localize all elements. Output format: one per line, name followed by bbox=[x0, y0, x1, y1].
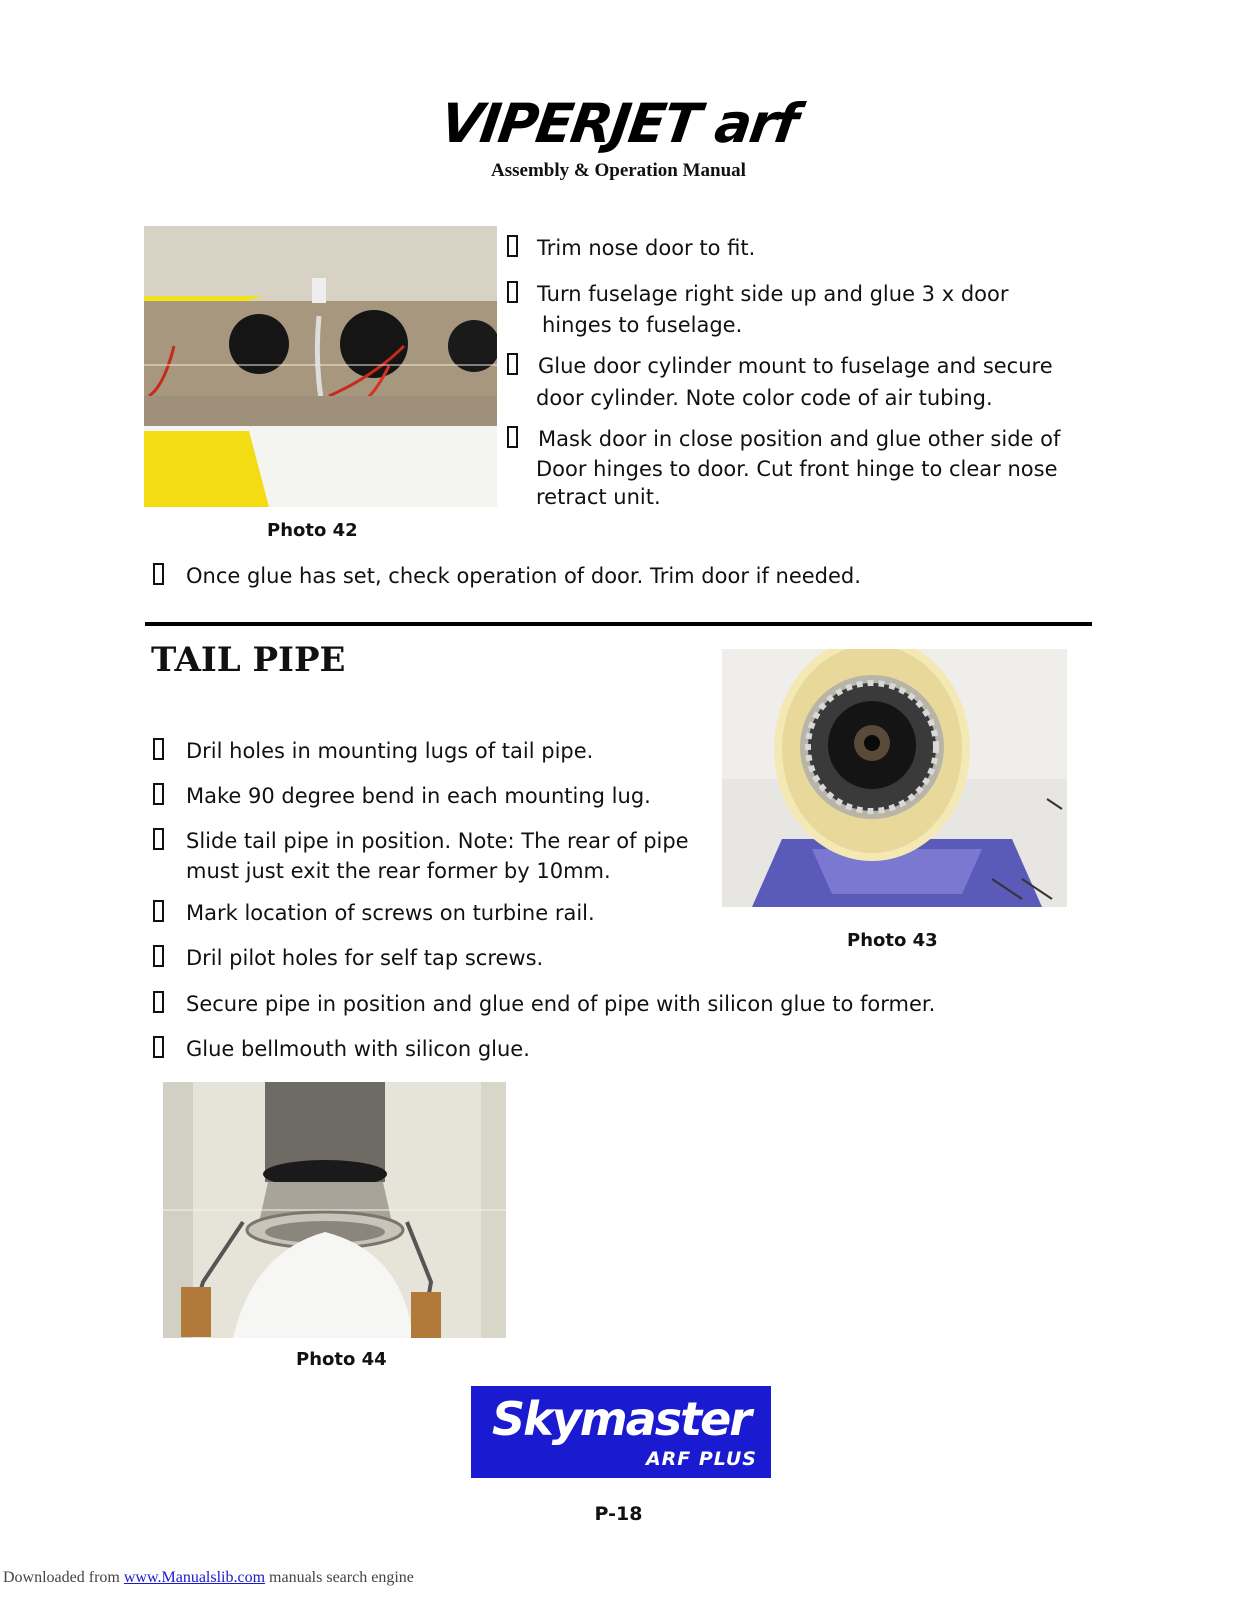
step-text: door cylinder. Note color code of air tubing. bbox=[536, 386, 993, 410]
step-text: Trim nose door to fit. bbox=[537, 236, 756, 260]
step-text: Turn fuselage right side up and glue 3 x door bbox=[537, 282, 1009, 306]
section-divider bbox=[145, 622, 1092, 626]
photo-42-caption: Photo 42 bbox=[267, 520, 358, 541]
photo-44-caption: Photo 44 bbox=[296, 1349, 387, 1370]
logo-main-text: Skymaster bbox=[492, 1392, 750, 1446]
manual-subtitle: Assembly & Operation Manual bbox=[491, 160, 746, 181]
photo-43-image bbox=[722, 649, 1067, 907]
checkbox-icon[interactable] bbox=[153, 563, 164, 585]
checkbox-icon[interactable] bbox=[153, 945, 164, 967]
section-title-tail-pipe: TAIL PIPE bbox=[151, 640, 346, 680]
step-text: Dril pilot holes for self tap screws. bbox=[186, 946, 544, 970]
step-text: Slide tail pipe in position. Note: The rear of pipe bbox=[186, 829, 689, 853]
photo-42-image bbox=[144, 226, 497, 507]
brand-title: VIPERJET arf bbox=[436, 92, 801, 155]
checkbox-icon[interactable] bbox=[507, 353, 518, 375]
step-text: Mark location of screws on turbine rail. bbox=[186, 901, 595, 925]
checkbox-icon[interactable] bbox=[153, 900, 164, 922]
download-footer bbox=[3, 1569, 414, 1587]
step-text: retract unit. bbox=[536, 485, 661, 509]
checkbox-icon[interactable] bbox=[153, 783, 164, 805]
step-text: Glue bellmouth with silicon glue. bbox=[186, 1037, 530, 1061]
logo-sub-text: ARF PLUS bbox=[645, 1448, 757, 1470]
photo-43-caption: Photo 43 bbox=[847, 930, 938, 951]
checkbox-icon[interactable] bbox=[507, 281, 518, 303]
checkbox-icon[interactable] bbox=[153, 991, 164, 1013]
page-number: P-18 bbox=[594, 1503, 643, 1525]
step-text: Mask door in close position and glue other side of bbox=[538, 427, 1061, 451]
step-text: Door hinges to door. Cut front hinge to clear nose bbox=[536, 457, 1058, 481]
footer-suffix: manuals search engine bbox=[265, 1569, 414, 1586]
photo-44-image bbox=[163, 1082, 506, 1338]
step-text: Once glue has set, check operation of door. Trim door if needed. bbox=[186, 564, 861, 588]
step-text: must just exit the rear former by 10mm. bbox=[186, 859, 611, 883]
step-text: hinges to fuselage. bbox=[542, 313, 743, 337]
step-text: Dril holes in mounting lugs of tail pipe. bbox=[186, 739, 594, 763]
checkbox-icon[interactable] bbox=[507, 426, 518, 448]
skymaster-logo bbox=[471, 1386, 771, 1478]
manualslib-link[interactable]: www.Manualslib.com bbox=[123, 1569, 266, 1586]
checkbox-icon[interactable] bbox=[507, 235, 518, 257]
footer-prefix: Downloaded from bbox=[3, 1569, 124, 1586]
checkbox-icon[interactable] bbox=[153, 738, 164, 760]
photo-44 bbox=[163, 1082, 506, 1338]
checkbox-icon[interactable] bbox=[153, 1036, 164, 1058]
photo-43 bbox=[722, 649, 1067, 907]
step-text: Secure pipe in position and glue end of pipe with silicon glue to former. bbox=[186, 992, 936, 1016]
checkbox-icon[interactable] bbox=[153, 828, 164, 850]
step-text: Glue door cylinder mount to fuselage and secure bbox=[538, 354, 1053, 378]
step-text: Make 90 degree bend in each mounting lug. bbox=[186, 784, 651, 808]
photo-42 bbox=[144, 226, 497, 507]
